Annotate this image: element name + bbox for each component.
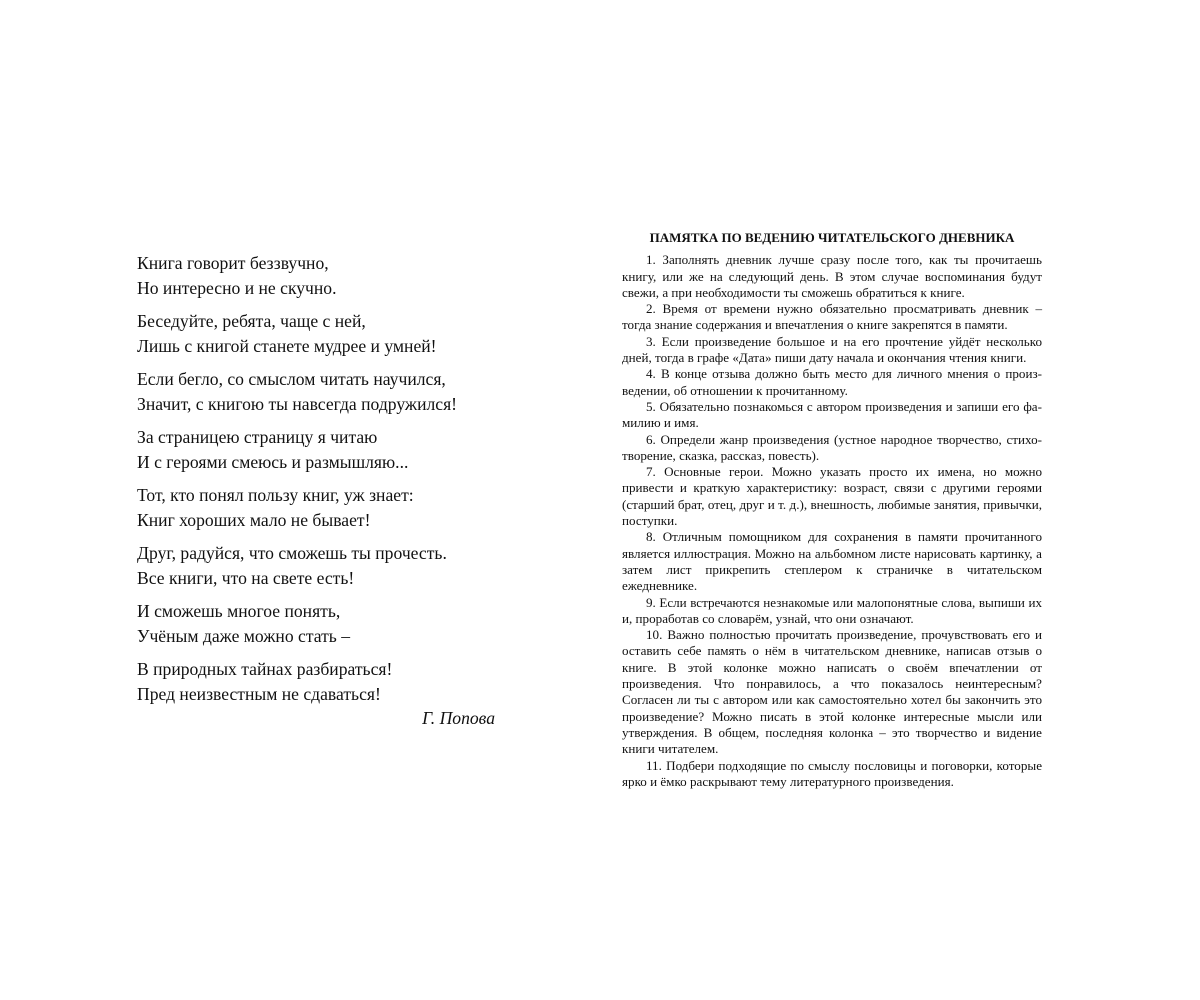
poem-line: Пред неизвестным не сдаваться! bbox=[137, 684, 381, 704]
poem-page bbox=[137, 251, 537, 731]
poem-line: Все книги, что на свете есть! bbox=[137, 568, 355, 588]
poem-line: Беседуйте, ребята, чаще с ней, bbox=[137, 311, 366, 331]
memo-title: ПАМЯТКА ПО ВЕДЕНИЮ ЧИТАТЕЛЬСКОГО ДНЕВНИКА bbox=[649, 230, 1015, 245]
poem-stanza bbox=[137, 309, 537, 359]
memo-item: 9. Если встречаются незнакомые или малопонятные слова, выпиши их и, проработав со словарём, узнай, что они означают. bbox=[622, 594, 1042, 626]
poem-stanza bbox=[137, 367, 537, 417]
poem-author: Г. Попова bbox=[422, 708, 495, 728]
poem-line: И с героями смеюсь и размышляю... bbox=[137, 452, 409, 472]
memo-item: 6. Определи жанр произведения (устное народное творчество, стихотворение, сказка, рассказ, повесть). bbox=[622, 431, 1042, 463]
memo-item: 7. Основные герои. Можно указать просто их имена, но можно привести и краткую характеристику: возраст, связи с другими героями (старший брат, отец, друг и т. д.), внешность, любимые занятия, привычки, поступки. bbox=[622, 464, 1042, 529]
poem-stanza bbox=[137, 541, 537, 591]
memo-item: 4. В конце отзыва должно быть место для личного мнения о произведении, об отношении к прочитанному. bbox=[622, 366, 1042, 398]
poem-line: В природных тайнах разбираться! bbox=[137, 659, 393, 679]
poem-line: Друг, радуйся, что сможешь ты прочесть. bbox=[137, 543, 447, 563]
poem-line: За страницею страницу я читаю bbox=[137, 427, 378, 447]
memo-item: 11. Подбери подходящие по смыслу пословицы и поговорки, которые ярко и ёмко раскрывают тему литературного произведения. bbox=[622, 757, 1042, 789]
memo-item: 2. Время от времени нужно обязательно просматривать дневник – тогда знание содержания и впечатления о книге закрепятся в памяти. bbox=[622, 301, 1042, 333]
poem-line: Лишь с книгой станете мудрее и умней! bbox=[137, 336, 437, 356]
memo-item: 5. Обязательно познакомься с автором произведения и запиши его фамилию и имя. bbox=[622, 398, 1042, 431]
memo-item: 1. Заполнять дневник лучше сразу после того, как ты прочитаешь книгу, или же на следующий день. В этом случае воспоминания будут свежи, а при необходимости ты сможешь обратиться к книге. bbox=[622, 252, 1042, 300]
poem-stanza bbox=[137, 483, 537, 533]
poem-stanza bbox=[137, 251, 537, 301]
poem-line: Книга говорит беззвучно, bbox=[137, 253, 329, 273]
poem-line: Книг хороших мало не бывает! bbox=[137, 510, 371, 530]
poem-stanza bbox=[137, 657, 537, 707]
poem-line: Значит, с книгою ты навсегда подружился! bbox=[137, 394, 458, 414]
poem-line: И сможешь многое понять, bbox=[137, 601, 341, 621]
memo-item: 8. Отличным помощником для сохранения в памяти прочитанного является иллюстрация. Можно на альбомном листе нарисовать картинку, а затем лист прикрепить степлером к страничке в читательском ежедневнике. bbox=[622, 529, 1042, 594]
poem-line: Но интересно и не скучно. bbox=[137, 278, 337, 298]
poem-stanza bbox=[137, 599, 537, 649]
memo-item: 10. Важно полностью прочитать произведение, прочувствовать его и оставить себе память о нём в читательском дневнике, написав отзыв о книге. В этой колонке можно написать о своём впечатлении от произведения. Что понравилось, а что показалось неинтересным? Согласен ли ты с автором или как самостоятельно хотел бы закончить это произведение? Можно писать в этой колонке интересные мысли или утверждения. В общем, последняя колонка – это творчество и видение книги читателем. bbox=[622, 627, 1042, 757]
poem-line: Учёным даже можно стать – bbox=[137, 626, 351, 646]
memo-page bbox=[622, 230, 1042, 790]
poem-stanza bbox=[137, 425, 537, 475]
memo-item: 3. Если произведение большое и на его прочтение уйдёт несколько дней, тогда в графе «Дата» пиши дату начала и окончания чтения книги. bbox=[622, 333, 1042, 366]
poem-line: Если бегло, со смыслом читать научился, bbox=[137, 369, 446, 389]
poem-line: Тот, кто понял пользу книг, уж знает: bbox=[137, 485, 414, 505]
